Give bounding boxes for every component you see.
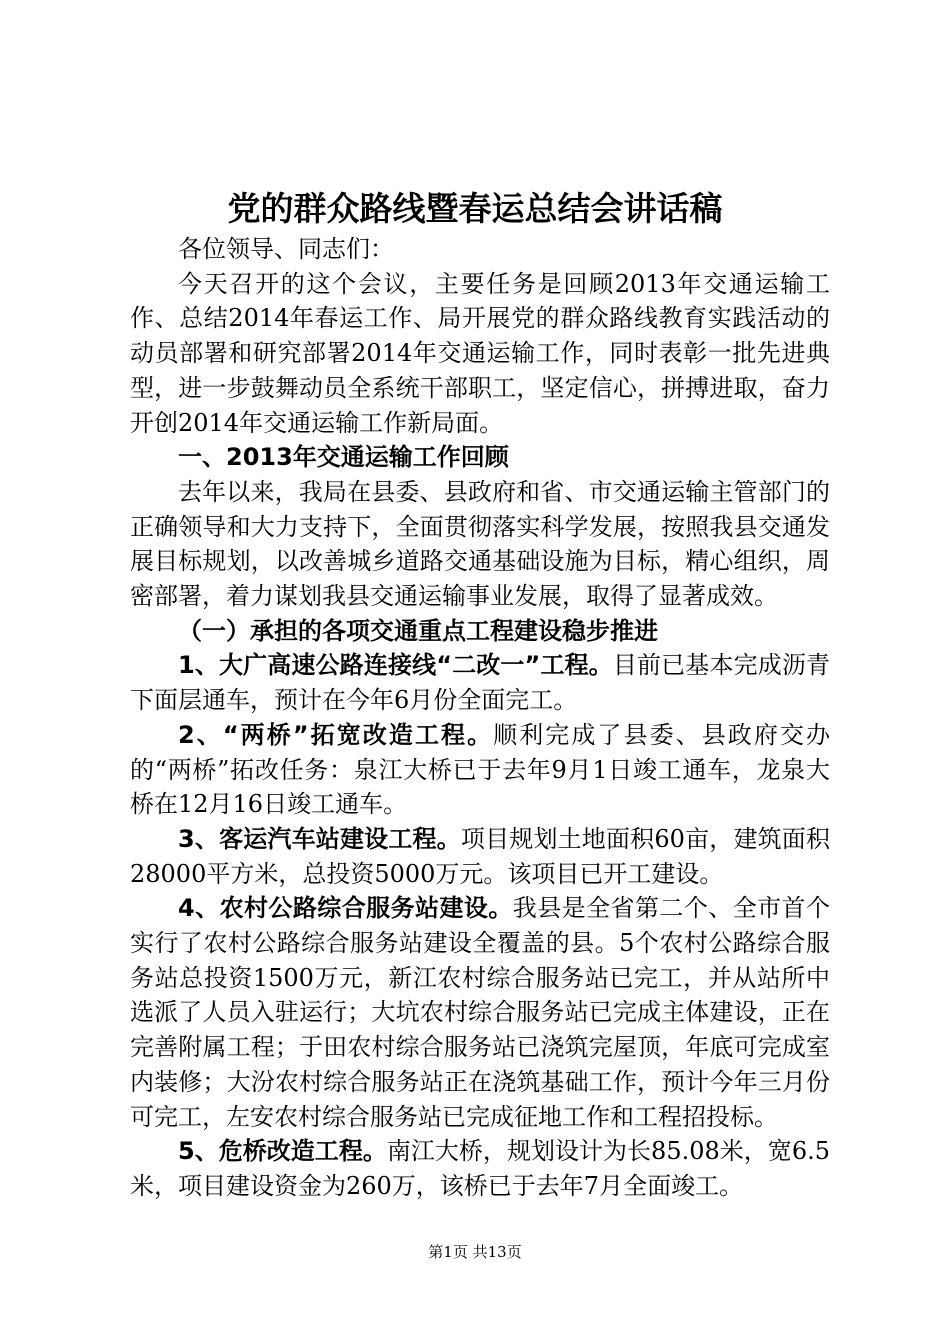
section-heading: 一、2013年交通运输工作回顾 (178, 443, 509, 472)
subsection-heading: （一）承担的各项交通重点工程建设稳步推进 (178, 616, 658, 645)
list-item (130, 1134, 830, 1203)
list-item (130, 718, 830, 822)
item-text: 顺利完成了县委、县政府交办的“两桥”拓改任务：泉江大桥已于去年9月1日竣工通车，龙泉大桥在12月16日竣工通车。 (130, 720, 830, 819)
item-text: 项目规划土地面积60亩，建筑面积28000平方米，总投资5000万元。该项目已开工建设。 (130, 824, 830, 888)
item-text: 目前已基本完成沥青下面层通车，预计在今年6月份全面完工。 (130, 651, 831, 715)
page-footer: 第1页 共13页 (428, 1243, 522, 1261)
document-title: 党的群众路线暨春运总结会讲话稿 (227, 189, 723, 228)
list-item (130, 822, 830, 891)
list-item (130, 648, 830, 717)
item-lead: 4、农村公路综合服务站建设。 (178, 894, 513, 923)
item-text: 南江大桥，规划设计为长85.08米，宽6.5米，项目建设资金为260万，该桥已于去年7月全面竣工。 (130, 1137, 830, 1200)
item-lead: 5、危桥改造工程。 (178, 1137, 387, 1166)
item-lead: 3、客运汽车站建设工程。 (178, 824, 461, 853)
item-lead: 1、大广高速公路连接线“二改一”工程。 (178, 651, 613, 680)
intro-paragraph: 今天召开的这个会议，主要任务是回顾2013年交通运输工作、总结2014年春运工作、局开展党的群众路线教育实践活动的动员部署和研究部署2014年交通运输工作，同时表彰一批先进典型，进一步鼓舞动员全系统干部职工，坚定信心，拼搏进取，奋力开创2014年交通运输工作新局面。 (130, 269, 830, 437)
item-text: 我县是全省第二个、全市首个实行了农村公路综合服务站建设全覆盖的县。5个农村公路综合服务站总投资1500万元，新江农村综合服务站已完工，并从站所中选派了人员入驻运行；大坑农村综合服务站已完成主体建设，正在完善附属工程；于田农村综合服务站已浇筑完屋顶，年底可完成室内装修；大汾农村综合服务站正在浇筑基础工作，预计今年三月份可完工，左安农村综合服务站已完成征地工作和工程招投标。 (130, 894, 830, 1131)
salutation: 各位领导、同志们： (178, 235, 394, 263)
list-item (130, 891, 830, 1134)
item-lead: 2、“两桥”拓宽改造工程。 (178, 720, 494, 749)
section-intro-paragraph: 去年以来，我局在县委、县政府和省、市交通运输主管部门的正确领导和大力支持下，全面贯彻落实科学发展，按照我县交通发展目标规划，以改善城乡道路交通基础设施为目标，精心组织，周密部署，着力谋划我县交通运输事业发展，取得了显著成效。 (130, 477, 830, 611)
document-body (130, 232, 830, 1204)
